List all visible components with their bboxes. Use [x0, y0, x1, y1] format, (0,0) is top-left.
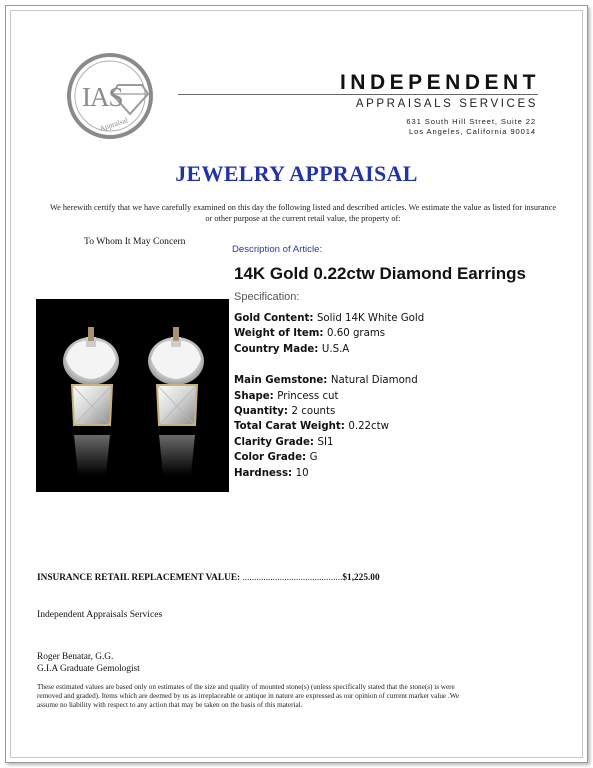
disclaimer-text: These estimated values are based only on estimates of the size and quality of mounted stone(s) (unless specifically stated that the stone(s) is were removed and graded). Items which are deemed by us as irreplaceable or antique in nature are expressed as our opinion of current market value .We assume no liability with respect to any action that may be taken on the basis of this material.: [37, 683, 460, 710]
spec-row-color: Color Grade: G: [234, 452, 318, 464]
header-rule: [178, 94, 538, 95]
insurance-value-label: INSURANCE RETAIL REPLACEMENT VALUE:: [37, 573, 241, 583]
earrings-illustration: [36, 299, 229, 492]
spec-row-gold-content: Gold Content: Solid 14K White Gold: [234, 313, 425, 324]
appraiser-block: [37, 652, 140, 675]
logo-ring-text: Appraisal: [98, 115, 129, 133]
earrings-photo: [36, 299, 229, 492]
item-title: 14K Gold 0.22ctw Diamond Earrings: [234, 264, 526, 283]
spec-row-weight: Weight of Item: 0.60 grams: [234, 328, 386, 340]
appraiser-title: G.I.A Graduate Gemologist: [37, 663, 140, 674]
spec-row-country: Country Made: U.S.A: [234, 343, 350, 355]
certification-text: We herewith certify that we have carefully examined on this day the following listed and described articles. We estimate the value as listed for insurance or other purpose at the current retail value, the property of:: [49, 203, 557, 223]
address-line-2: Los Angeles, California 90014: [409, 127, 536, 136]
spec-row-clarity: Clarity Grade: SI1: [234, 436, 334, 448]
insurance-value-line: [37, 573, 380, 583]
address-line-1: 631 South Hill Street, Suite 22: [406, 117, 536, 126]
ias-logo-graphic: [66, 52, 154, 140]
document-title: JEWELRY APPRAISAL: [175, 161, 418, 186]
footer-company: Independent Appraisals Services: [37, 609, 163, 620]
spec-row-shape: Shape: Princess cut: [234, 390, 339, 402]
appraiser-name: Roger Benatar, G.G.: [37, 652, 114, 662]
owner-name: To Whom It May Concern: [84, 236, 186, 247]
company-address: [300, 117, 536, 137]
specification-label: Specification:: [234, 291, 300, 303]
company-subtitle: APPRAISALS SERVICES: [355, 98, 538, 110]
spec-row-quantity: Quantity: 2 counts: [234, 405, 336, 417]
specification-list: [234, 311, 424, 481]
leader-dots: ...........................................: [242, 573, 343, 583]
description-label: Description of Article:: [232, 244, 323, 255]
ias-logo: [66, 52, 154, 140]
company-name: INDEPENDENT: [339, 71, 540, 94]
logo-letters: IAS: [82, 82, 123, 112]
spec-row-hardness: Hardness: 10: [234, 467, 309, 479]
spec-row-carat-weight: Total Carat Weight: 0.22ctw: [234, 421, 389, 433]
spec-row-main-gemstone: Main Gemstone: Natural Diamond: [234, 375, 418, 387]
insurance-value: $1,225.00: [342, 573, 380, 583]
